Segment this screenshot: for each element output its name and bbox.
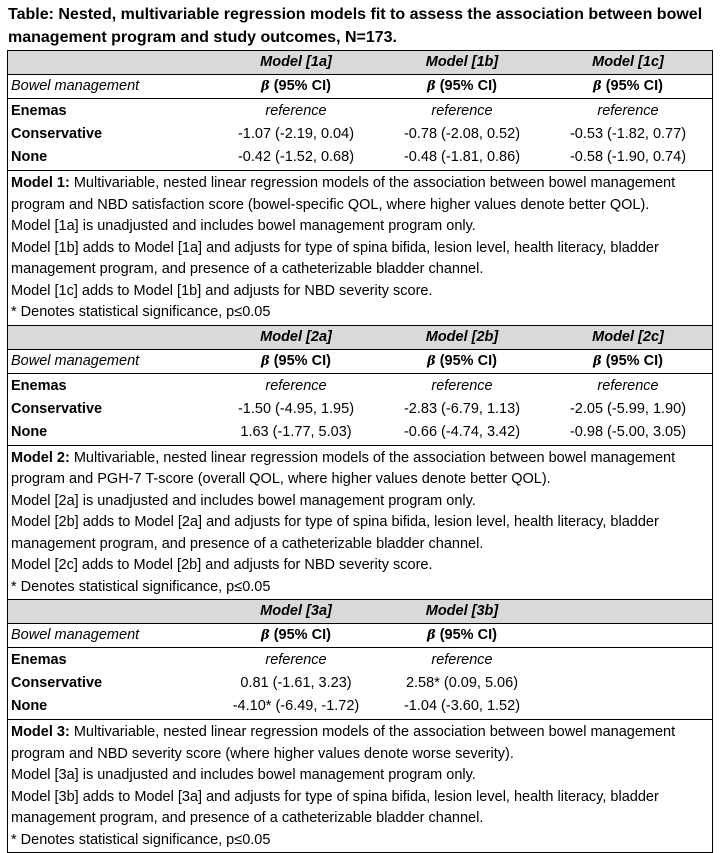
- estimate-cell: -0.53 (-1.82, 0.77): [569, 126, 687, 142]
- model-lead-label: Model 1:: [11, 175, 70, 191]
- model-spec-line: Model [3a] is unadjusted and includes bowel management program only.: [11, 767, 476, 783]
- header-empty-cell: [8, 326, 213, 349]
- model-lead-label: Model 3:: [11, 724, 70, 740]
- significance-note: * Denotes statistical significance, p≤0.05: [11, 304, 271, 320]
- estimate-cell: -2.05 (-5.99, 1.90): [569, 400, 687, 417]
- beta-symbol: β: [261, 353, 270, 369]
- beta-ci-header: [213, 350, 379, 373]
- estimate-cell: [545, 672, 711, 695]
- reference-cell: reference: [431, 652, 493, 668]
- beta-ci-header: [545, 75, 711, 98]
- variable-label: Bowel management: [11, 352, 140, 369]
- reference-cell: reference: [265, 652, 327, 668]
- model-name-cell: Model [3a]: [260, 603, 332, 619]
- model-name-cell: Model [1a]: [260, 54, 332, 70]
- header-empty-cell: [8, 600, 213, 623]
- model-description-text: Multivariable, nested linear regression models of the association between bowel management program and NBD satisfaction score (bowel-specific QOL, where higher values denote better QOL).: [11, 175, 676, 213]
- model-name-cell: Model [2c]: [592, 328, 664, 345]
- estimate-cell: -0.48 (-1.81, 0.86): [403, 149, 521, 165]
- reference-cell: reference: [597, 377, 659, 394]
- ci-label: (95% CI): [601, 352, 663, 369]
- model-block-1: [8, 51, 712, 325]
- estimate-cell: -0.98 (-5.00, 3.05): [569, 423, 687, 440]
- model-spec-line: Model [1b] adds to Model [1a] and adjusts for type of spina bifida, lesion level, health literacy, bladder management program, and presence of a catheterizable bladder channel.: [11, 239, 659, 277]
- beta-ci-header: [379, 350, 545, 373]
- table-row: [8, 649, 712, 672]
- variable-label: Bowel management: [11, 627, 140, 643]
- model-spec-line: Model [2a] is unadjusted and includes bowel management program only.: [11, 492, 476, 509]
- estimate-cell: -1.07 (-2.19, 0.04): [237, 126, 355, 142]
- row-label: Conservative: [11, 126, 103, 142]
- model-spec-line: Model [1c] adds to Model [1b] and adjusts for NBD severity score.: [11, 282, 433, 299]
- row-label: Conservative: [11, 400, 103, 417]
- model-name-cell: Model [2a]: [260, 328, 332, 345]
- estimate-cell: [545, 695, 711, 718]
- row-label: None: [11, 698, 48, 714]
- estimates-body: [8, 374, 712, 445]
- model-description-text: Multivariable, nested linear regression models of the association between bowel management program and NBD severity score (where higher values denote worse severity).: [11, 724, 676, 762]
- beta-ci-header: [545, 624, 711, 647]
- row-label: Conservative: [11, 675, 103, 691]
- table-row: [8, 421, 712, 444]
- estimate-cell: 0.81 (-1.61, 3.23): [240, 675, 352, 691]
- estimate-cell: 1.63 (-1.77, 5.03): [240, 423, 352, 440]
- model-description: [11, 173, 708, 216]
- model-header-row: [8, 326, 712, 350]
- estimates-body: [8, 99, 712, 170]
- table-row: [8, 123, 712, 146]
- table-row: [8, 398, 712, 421]
- model-name-cell: Model [1c]: [592, 54, 664, 70]
- model-footnote: [8, 170, 712, 325]
- significance-note: * Denotes statistical significance, p≤0.05: [11, 578, 271, 595]
- column-subheader-row: [8, 624, 712, 648]
- ci-label: (95% CI): [269, 627, 331, 643]
- estimates-body: [8, 648, 712, 719]
- model-spec-line: Model [1a] is unadjusted and includes bowel management program only.: [11, 218, 476, 234]
- ci-label: (95% CI): [435, 627, 497, 643]
- model-description-text: Multivariable, nested linear regression models of the association between bowel management program and PGH-7 T-score (overall QOL, where higher values denote better QOL).: [11, 449, 676, 487]
- reference-cell: reference: [265, 377, 327, 394]
- model-name-cell: Model [2b]: [425, 328, 499, 345]
- model-spec-line: Model [2c] adds to Model [2b] and adjusts for NBD severity score.: [11, 557, 433, 573]
- model-name-cell: [545, 600, 711, 623]
- model-lead-label: Model 2:: [11, 449, 70, 466]
- table-title: Table: Nested, multivariable regression models fit to assess the association between bowel management program and study outcomes, N=173.: [8, 6, 703, 46]
- model-description: [11, 722, 708, 765]
- estimate-cell: -0.58 (-1.90, 0.74): [569, 149, 687, 165]
- table-row: [8, 695, 712, 718]
- variable-label: Bowel management: [11, 78, 140, 94]
- model-name-cell: Model [3b]: [425, 603, 499, 619]
- model-header-row: [8, 600, 712, 624]
- model-description: [11, 448, 708, 491]
- model-spec-line: Model [3b] adds to Model [3a] and adjusts for type of spina bifida, lesion level, health literacy, bladder management program, and presence of a catheterizable bladder channel.: [11, 788, 659, 826]
- model-spec-line: Model [2b] adds to Model [2a] and adjusts for type of spina bifida, lesion level, health literacy, bladder management program, and presence of a catheterizable bladder channel.: [11, 514, 659, 552]
- beta-symbol: β: [427, 353, 436, 369]
- beta-symbol: β: [261, 628, 270, 643]
- ci-label: (95% CI): [435, 352, 497, 369]
- estimate-cell: -0.78 (-2.08, 0.52): [403, 126, 521, 142]
- table-row: [8, 375, 712, 398]
- row-label: Enemas: [11, 377, 67, 394]
- reference-cell: reference: [597, 103, 659, 119]
- table-row: [8, 146, 712, 169]
- model-header-row: [8, 51, 712, 75]
- row-label: None: [11, 149, 48, 165]
- beta-ci-header: [379, 75, 545, 98]
- reference-cell: [545, 649, 711, 672]
- estimate-cell: -2.83 (-6.79, 1.13): [403, 400, 521, 417]
- regression-table: [7, 50, 713, 853]
- estimate-cell: -4.10* (-6.49, -1.72): [232, 698, 360, 714]
- header-empty-cell: [8, 51, 213, 74]
- model-name-cell: Model [1b]: [425, 54, 499, 70]
- table-row: [8, 100, 712, 123]
- reference-cell: reference: [431, 103, 493, 119]
- beta-symbol: β: [427, 628, 436, 643]
- model-footnote: [8, 445, 712, 600]
- significance-note: * Denotes statistical significance, p≤0.05: [11, 831, 271, 848]
- beta-symbol: β: [261, 79, 270, 94]
- ci-label: (95% CI): [269, 352, 331, 369]
- ci-label: (95% CI): [435, 78, 497, 94]
- beta-ci-header: [213, 75, 379, 98]
- beta-symbol: β: [593, 353, 602, 369]
- beta-symbol: β: [593, 79, 602, 94]
- model-block-2: [8, 325, 712, 600]
- reference-cell: reference: [431, 377, 493, 394]
- column-subheader-row: [8, 350, 712, 374]
- beta-ci-header: [379, 624, 545, 647]
- estimate-cell: -0.66 (-4.74, 3.42): [403, 423, 521, 440]
- reference-cell: reference: [265, 103, 327, 119]
- estimate-cell: -1.04 (-3.60, 1.52): [403, 698, 521, 714]
- estimate-cell: -1.50 (-4.95, 1.95): [237, 400, 355, 417]
- ci-label: (95% CI): [601, 78, 663, 94]
- row-label: Enemas: [11, 103, 67, 119]
- column-subheader-row: [8, 75, 712, 99]
- row-label: Enemas: [11, 652, 67, 668]
- beta-ci-header: [213, 624, 379, 647]
- table-row: [8, 672, 712, 695]
- model-footnote: [8, 719, 712, 852]
- beta-ci-header: [545, 350, 711, 373]
- beta-symbol: β: [427, 79, 436, 94]
- row-label: None: [11, 423, 48, 440]
- model-block-3: [8, 599, 712, 852]
- ci-label: (95% CI): [269, 78, 331, 94]
- estimate-cell: 2.58* (0.09, 5.06): [405, 675, 519, 691]
- estimate-cell: -0.42 (-1.52, 0.68): [237, 149, 355, 165]
